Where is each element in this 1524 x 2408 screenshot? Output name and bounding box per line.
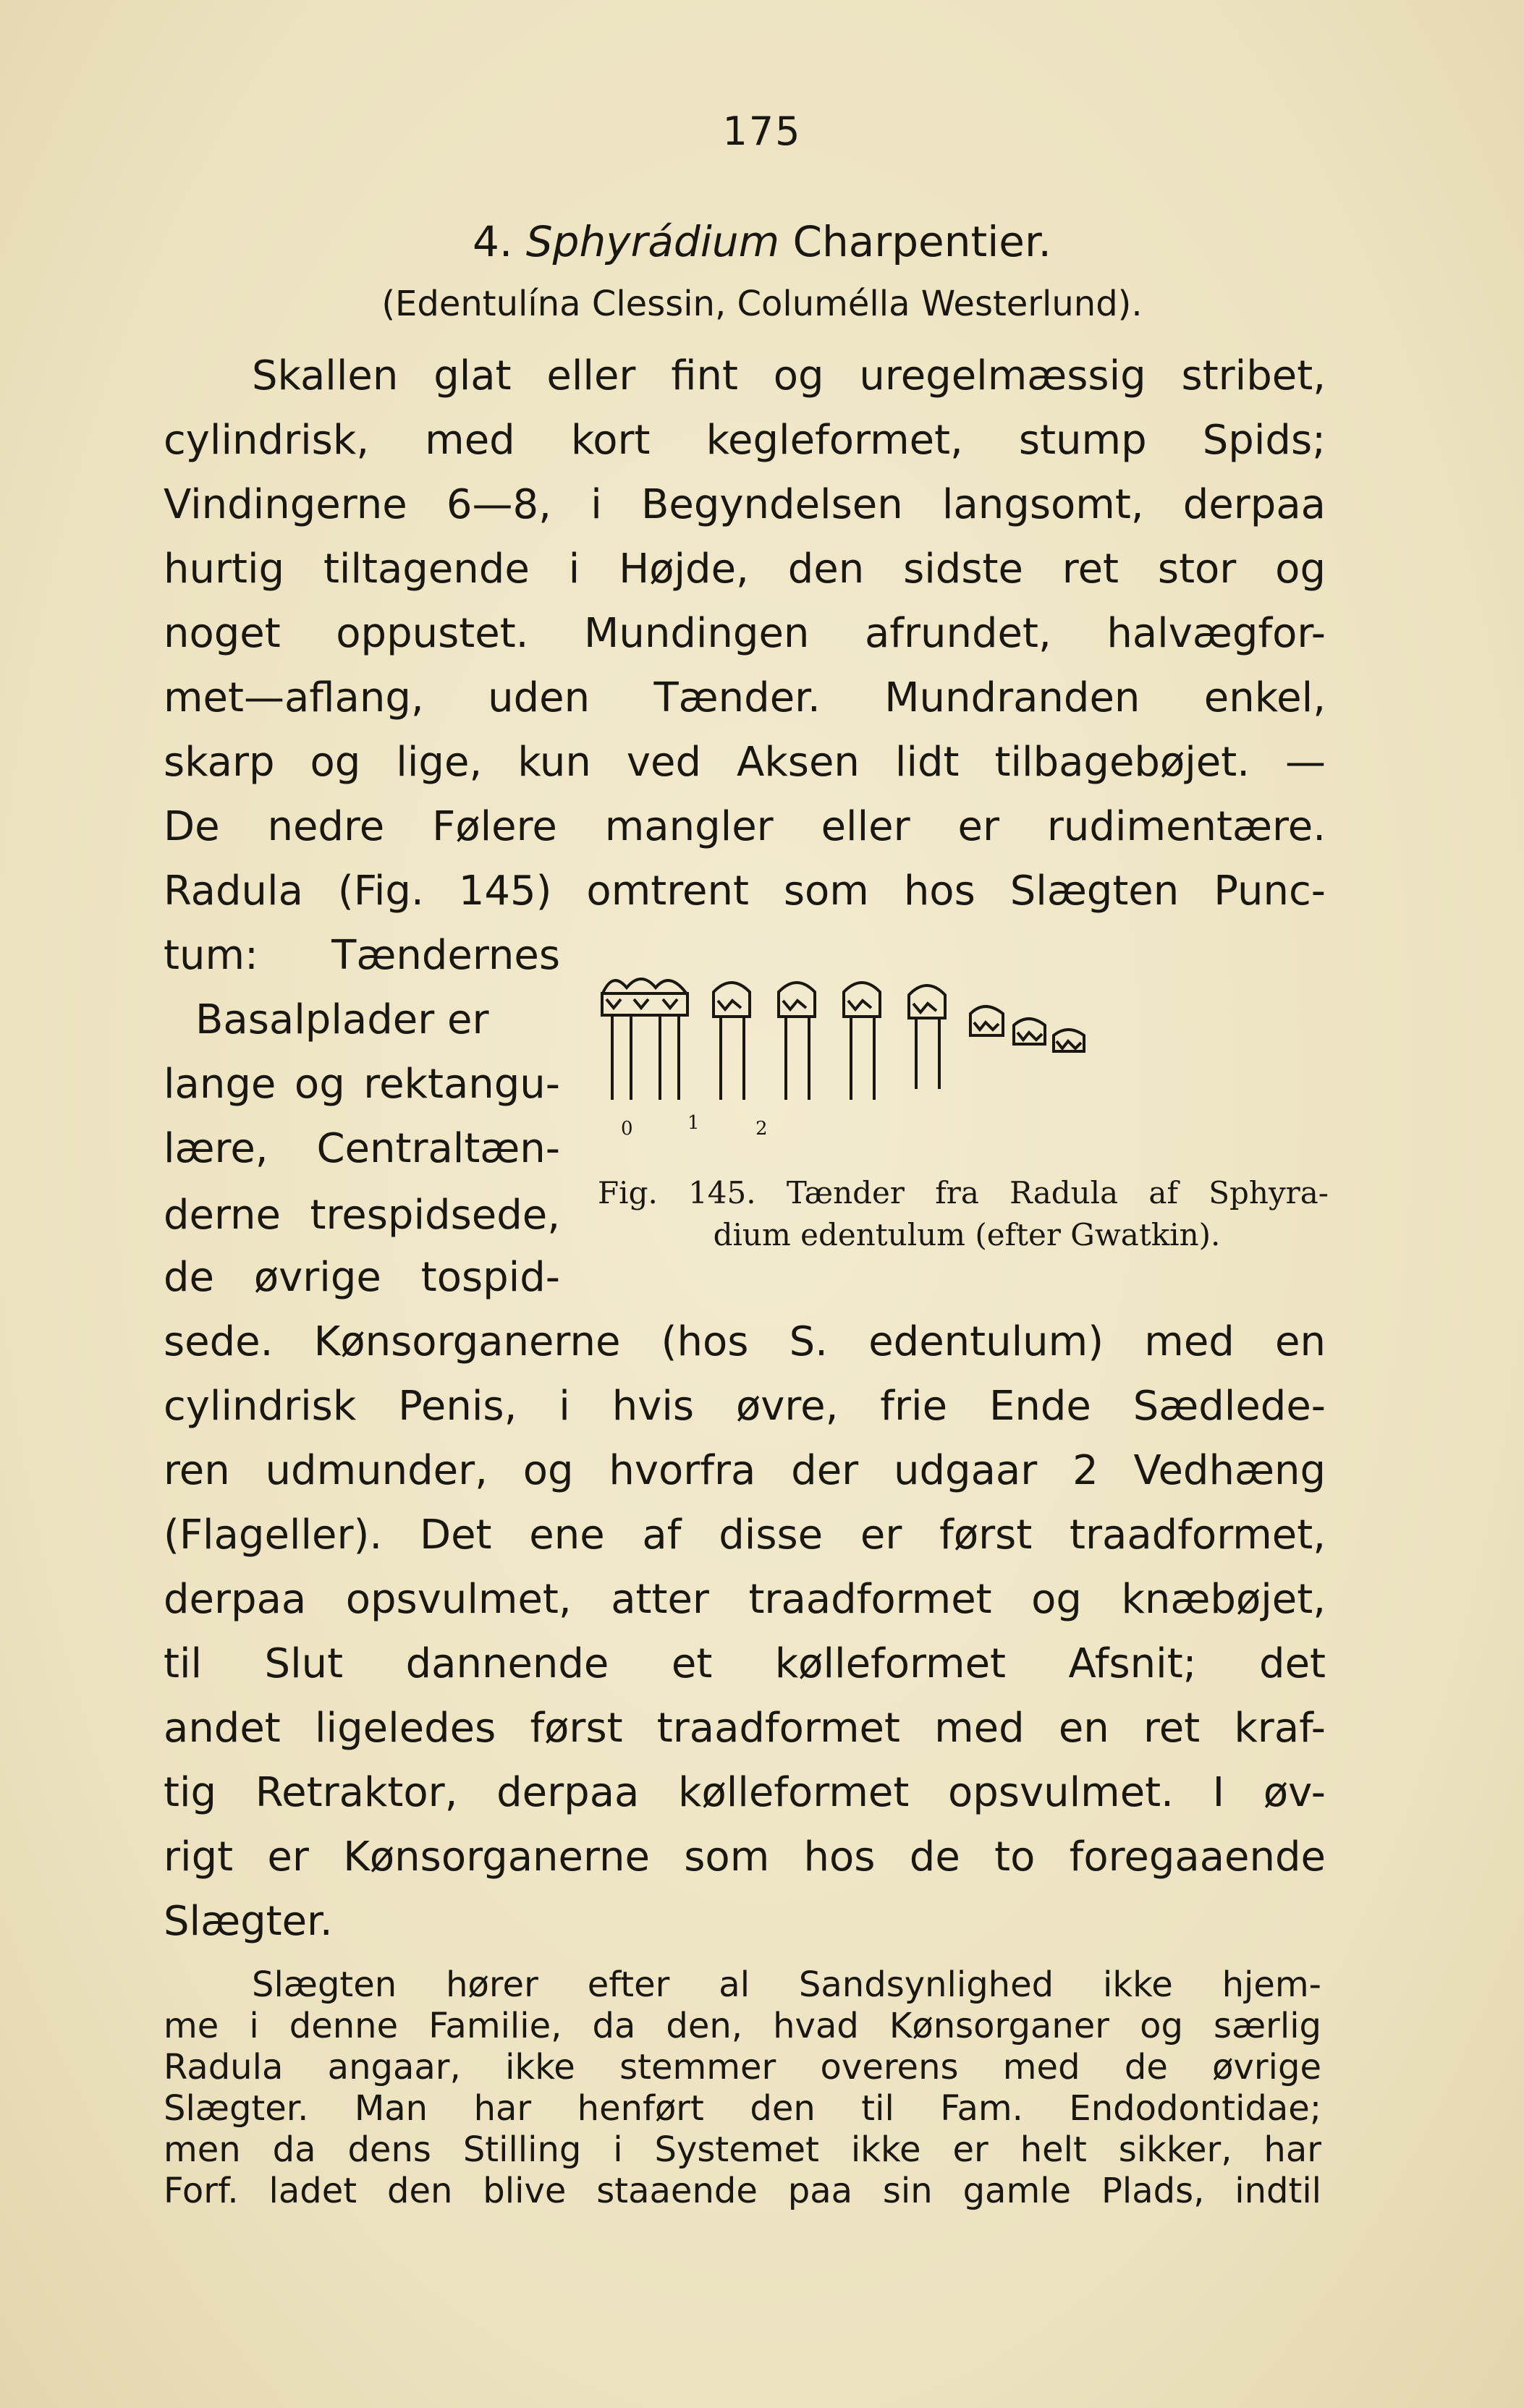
body-line: met—aflang, uden Tænder. Mundranden enkel, [164, 674, 1326, 721]
lateral-tooth-drawing [844, 983, 880, 1100]
body-line: ren udmunder, og hvorfra der udgaar 2 Vedhæng [164, 1447, 1326, 1494]
genus-name: Sphyrádium [525, 217, 780, 266]
note-line: me i denne Familie, da den, hvad Kønsorganer og særlig [164, 2006, 1321, 2046]
tooth-index-labels [621, 1112, 809, 1147]
body-line: til Slut dannende et kølleformet Afsnit; det [164, 1640, 1326, 1687]
narrow-line: tum: Tændernes [164, 932, 560, 979]
marginal-tooth-drawing [1014, 1019, 1045, 1044]
body-line: Skallen glat eller fint og uregelmæssig stribet, [252, 352, 1326, 399]
narrow-line: de øvrige tospid- [164, 1254, 560, 1301]
tooth-label: 2 [755, 1118, 768, 1140]
tooth-label: 1 [687, 1112, 700, 1134]
marginal-tooth-drawing [970, 1006, 1003, 1035]
body-line: rigt er Kønsorganerne som hos de to foregaaende [164, 1833, 1326, 1881]
marginal-tooth-drawing [1054, 1030, 1084, 1051]
body-line: andet ligeledes først traadformet med en ret kraf- [164, 1705, 1326, 1752]
figure-caption [598, 1172, 1329, 1256]
note-line: Radula angaar, ikke stemmer overens med de øvrige [164, 2047, 1321, 2087]
lateral-tooth-drawing [909, 985, 945, 1089]
lateral-tooth-drawing [714, 983, 750, 1100]
body-line: Vindingerne 6—8, i Begyndelsen langsomt, derpaa [164, 481, 1326, 528]
body-line: tig Retraktor, derpaa kølleformet opsvulmet. I øv- [164, 1769, 1326, 1816]
synonyms: (Edentulína Clessin, Columélla Westerlund). [381, 284, 1143, 324]
narrow-line: lære, Centraltæn- [164, 1125, 560, 1172]
caption-line: Fig. 145. Tænder fra Radula af Sphyra- [598, 1175, 1329, 1211]
tooth-label: 0 [621, 1118, 633, 1140]
note-line: Forf. ladet den blive staaende paa sin gamle Plads, indtil [164, 2171, 1321, 2211]
narrow-line: Basalplader er [195, 996, 489, 1043]
body-line: cylindrisk Penis, i hvis øvre, frie Ende Sædlede- [164, 1383, 1326, 1430]
page-number: 175 [722, 109, 802, 154]
lateral-tooth-drawing [779, 983, 815, 1100]
genus-heading [0, 217, 1524, 266]
body-line: hurtig tiltagende i Højde, den sidste ret stor og [164, 546, 1326, 593]
heading-number: 4. [473, 217, 513, 266]
body-line: Slægter. [164, 1898, 333, 1945]
body-line: Radula (Fig. 145) omtrent som hos Slægten Punc- [164, 868, 1326, 915]
note-line: Slægter. Man har henført den til Fam. Endodontidae; [164, 2088, 1321, 2129]
radula-teeth-illustration [598, 966, 1329, 1111]
narrow-line: lange og rektangu- [164, 1061, 560, 1108]
note-line: Slægten hører efter al Sandsynlighed ikke hjem- [252, 1964, 1321, 2005]
radula-figure [598, 966, 1329, 1111]
caption-line: dium edentulum (efter Gwatkin). [713, 1217, 1221, 1252]
note-line: men da dens Stilling i Systemet ikke er helt sikker, har [164, 2129, 1321, 2170]
body-line: skarp og lige, kun ved Aksen lidt tilbagebøjet. — [164, 739, 1326, 786]
body-line: derpaa opsvulmet, atter traadformet og knæbøjet, [164, 1576, 1326, 1623]
narrow-line: derne trespidsede, [164, 1192, 560, 1239]
genus-author: Charpentier. [792, 217, 1051, 266]
body-line: (Flageller). Det ene af disse er først traadformet, [164, 1512, 1326, 1559]
body-line: De nedre Følere mangler eller er rudimentære. [164, 803, 1326, 850]
central-tooth-drawing [602, 979, 687, 1100]
body-line: noget oppustet. Mundingen afrundet, halvægfor- [164, 610, 1326, 657]
body-line: sede. Kønsorganerne (hos S. edentulum) med en [164, 1318, 1326, 1365]
body-line: cylindrisk, med kort kegleformet, stump Spids; [164, 417, 1326, 464]
